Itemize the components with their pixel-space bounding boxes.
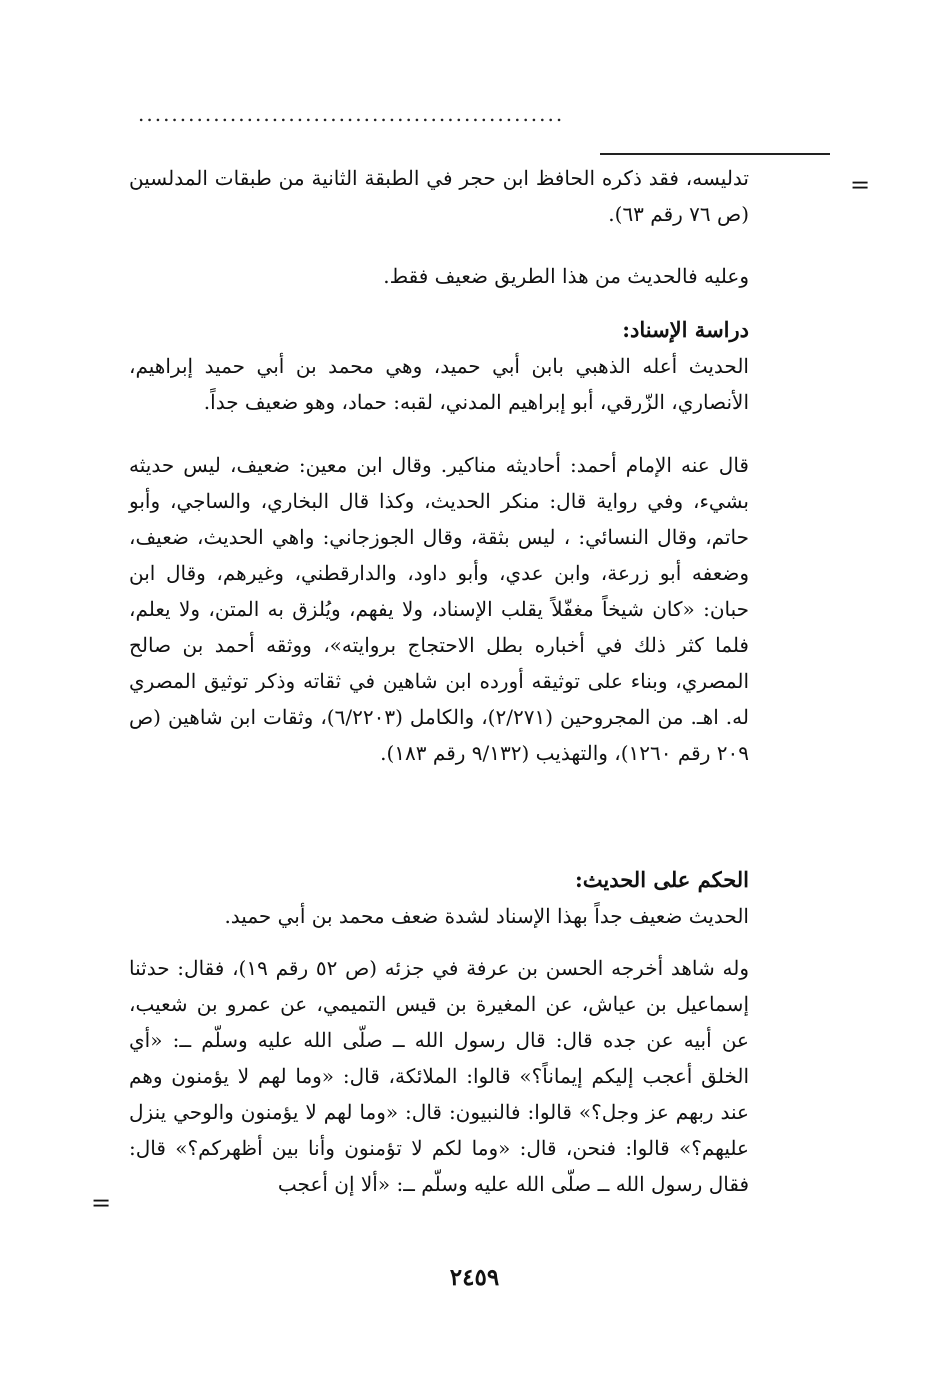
paragraph-tadlis: تدليسه، فقد ذكره الحافظ ابن حجر في الطبقة الثانية من طبقات المدلسين (ص ٧٦ رقم ٦٣). bbox=[129, 166, 750, 226]
page-number: ٢٤٥٩ bbox=[449, 1264, 500, 1291]
narrator-critique bbox=[129, 447, 749, 771]
separator-dots: ................................................... bbox=[138, 104, 565, 124]
paragraph-conclusion: وعليه فالحديث من هذا الطريق ضعيف فقط. bbox=[383, 264, 749, 288]
continuation-mark-top: = bbox=[850, 171, 871, 199]
isnad-text: الحديث أعله الذهبي بابن أبي حميد، وهي محمد بن أبي حميد إبراهيم، الأنصاري، الزّرقي، أبو إبراهيم المدني، لقبه: حماد، وهو ضعيف جداً. bbox=[129, 354, 749, 414]
shahid-block bbox=[129, 950, 749, 1202]
hukm-heading: الحكم على الحديث: bbox=[575, 867, 749, 892]
paragraph-shahid: وله شاهد أخرجه الحسن بن عرفة في جزئه (ص ٥٢ رقم ١٩)، فقال: حدثنا إسماعيل بن عياش، عن المغيرة بن قيس التميمي، عن عمرو بن شعيب، عن أبيه عن جده قال: قال رسول الله ــ صلّى الله عليه وسلّم ــ: «أي الخلق أعجب إليكم إيماناً؟» قالوا: الملائكة، قال: «وما لهم لا يؤمنون وهم عند ربهم عز وجل؟» قالوا: فالنبيون: قال: «وما لهم لا يؤمنون والوحي ينزل عليهم؟» قالوا: فنحن، قال: «وما لكم لا تؤمنون وأنا بين أظهركم؟» قال: فقال رسول الله ــ صلّى الله عليه وسلّم ــ: «ألا إن أعجب bbox=[129, 956, 749, 1196]
continuation-mark-bottom: = bbox=[91, 1189, 112, 1217]
hukm-section bbox=[129, 862, 749, 934]
footnote-rule bbox=[600, 153, 830, 155]
conclusion-block bbox=[129, 258, 749, 294]
hukm-text: الحديث ضعيف جداً بهذا الإسناد لشدة ضعف محمد بن أبي حميد. bbox=[224, 904, 749, 928]
footnote-continuation bbox=[129, 160, 749, 232]
isnad-section bbox=[129, 312, 749, 420]
isnad-heading: دراسة الإسناد: bbox=[622, 317, 749, 342]
paragraph-critique: قال عنه الإمام أحمد: أحاديثه مناكير. وقال ابن معين: ضعيف، ليس حديثه بشيء، وفي رواية قال: منكر الحديث، وكذا قال البخاري، والساجي، وأبو حاتم، وقال النسائي: ، ليس بثقة، وقال الجوزجاني: واهي الحديث، ضعيف، وضعفه أبو زرعة، وابن عدي، وأبو داود، والدارقطني، وغيرهم، وقال ابن حبان: «كان شيخاً مغفّلاً يقلب الإسناد، ولا يفهم، ويُلزق به المتن، ولا يعلم، فلما كثر ذلك في أخباره بطل الاحتجاج بروايته»، ووثقه أحمد بن صالح المصري، وبناء على توثيقه أورده ابن شاهين في ثقاته وذكر توثيق المصري له. اهـ. من المجروحين (٢/٢٧١)، والكامل (٦/٢٢٠٣)، وثقات ابن شاهين (ص ٢٠٩ رقم ١٢٦٠)، والتهذيب (٩/١٣٢ رقم ١٨٣). bbox=[129, 453, 749, 765]
